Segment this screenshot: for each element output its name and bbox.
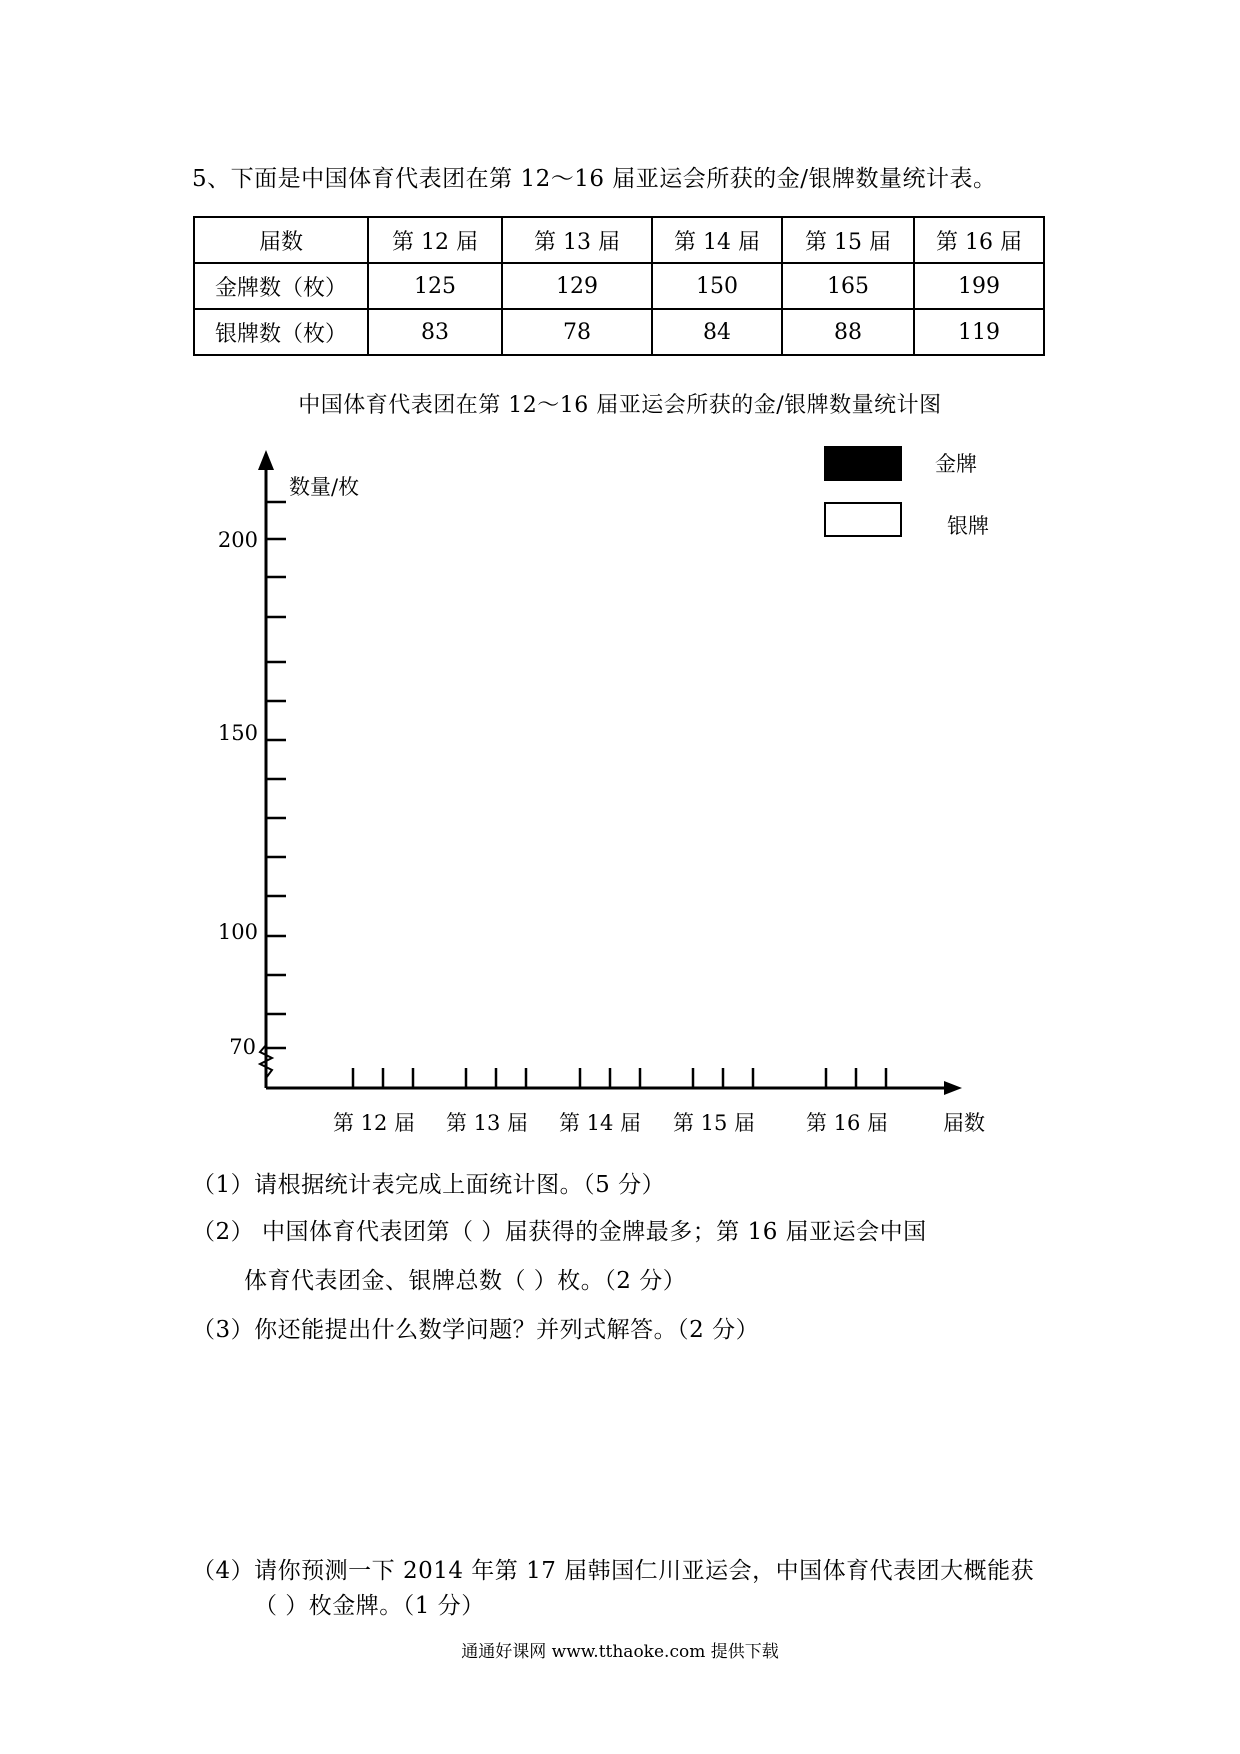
table-cell: 88	[782, 309, 914, 355]
table-cell: 78	[502, 309, 652, 355]
table-header-cell: 第 15 届	[782, 217, 914, 263]
table-header-cell: 第 14 届	[652, 217, 782, 263]
footer-text: 通通好课网 www.tthaoke.com 提供下载	[461, 1642, 779, 1662]
sub-question-4-line1: （4）请你预测一下 2014 年第 17 届韩国仁川亚运会，中国体育代表团大概能获	[192, 1558, 1035, 1584]
sub-question-1: （1）请根据统计表完成上面统计图。（5 分）	[192, 1172, 666, 1198]
legend-swatch-gold	[825, 447, 901, 480]
legend-label-gold: 金牌	[935, 452, 977, 476]
table-cell: 83	[368, 309, 502, 355]
table-row-label: 银牌数（枚）	[194, 309, 368, 355]
y-axis-label: 数量/枚	[289, 475, 360, 499]
y-ticks	[266, 502, 286, 1048]
table-header-cell: 第 13 届	[502, 217, 652, 263]
legend-swatch-silver	[825, 503, 901, 536]
x-tick-label: 第 12 届	[332, 1111, 416, 1135]
sub-question-2-line2: 体育代表团金、银牌总数（ ）枚。（2 分）	[244, 1268, 687, 1294]
x-axis-arrow-icon	[944, 1081, 962, 1095]
x-tick-label: 第 14 届	[558, 1111, 642, 1135]
x-tick-label: 第 15 届	[672, 1111, 756, 1135]
y-tick-label: 200	[217, 528, 258, 552]
legend-label-silver: 银牌	[947, 514, 989, 538]
question-title: 5、下面是中国体育代表团在第 12～16 届亚运会所获的金/银牌数量统计表。	[192, 166, 997, 192]
y-tick-label: 100	[217, 920, 258, 944]
sub-question-2-line1: （2） 中国体育代表团第（ ）届获得的金牌最多；第 16 届亚运会中国	[192, 1219, 927, 1245]
sub-question-3: （3）你还能提出什么数学问题？并列式解答。（2 分）	[192, 1317, 760, 1343]
table-header-cell: 第 12 届	[368, 217, 502, 263]
chart-title: 中国体育代表团在第 12～16 届亚运会所获的金/银牌数量统计图	[298, 393, 942, 418]
table-cell: 119	[914, 309, 1044, 355]
sub-question-4-line2: （ ）枚金牌。（1 分）	[254, 1593, 485, 1619]
table-row-label: 金牌数（枚）	[194, 263, 368, 309]
table-header-cell: 第 16 届	[914, 217, 1044, 263]
table-cell: 84	[652, 309, 782, 355]
table-cell: 129	[502, 263, 652, 309]
table-cell: 150	[652, 263, 782, 309]
x-tick-label: 第 13 届	[445, 1111, 529, 1135]
y-tick-label: 150	[217, 721, 258, 745]
x-ticks	[353, 1068, 886, 1088]
table-cell: 165	[782, 263, 914, 309]
table-cell: 199	[914, 263, 1044, 309]
table-cell: 125	[368, 263, 502, 309]
y-axis-arrow-icon	[258, 450, 274, 470]
x-axis-label: 届数	[943, 1111, 985, 1135]
x-tick-label: 第 16 届	[805, 1111, 889, 1135]
y-tick-label: 70	[229, 1035, 256, 1059]
table-header-cell: 届数	[194, 217, 368, 263]
